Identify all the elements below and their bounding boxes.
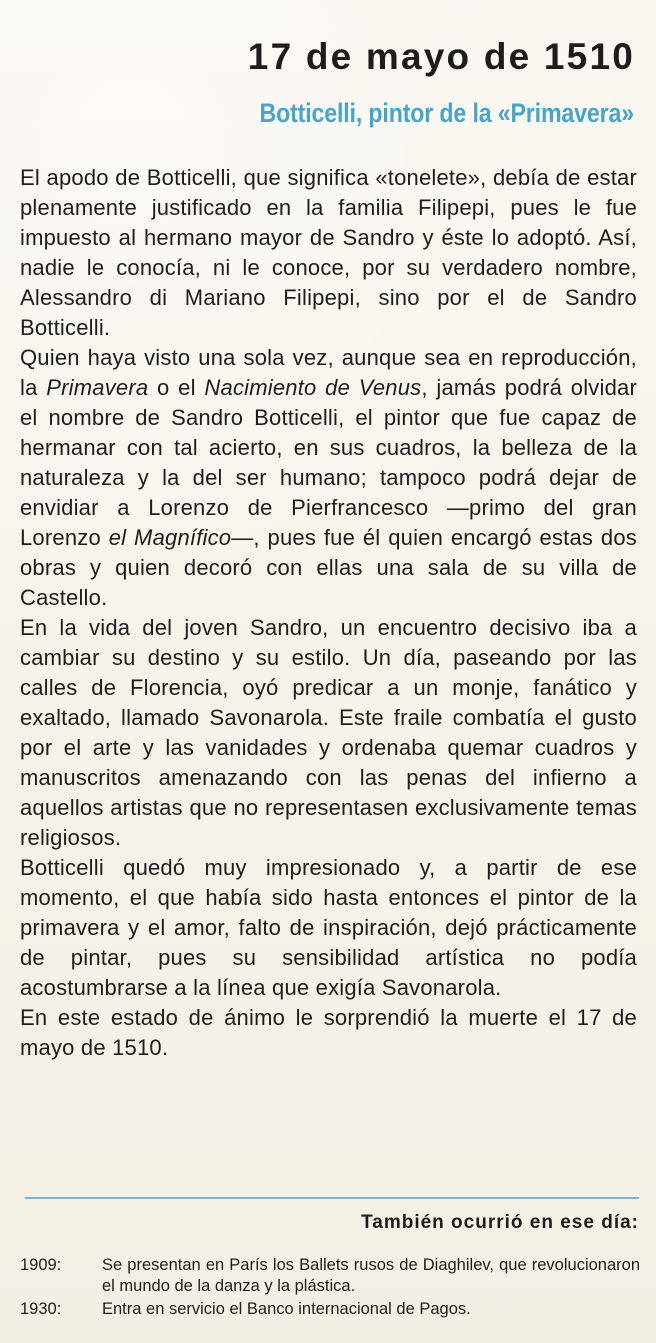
work-title-primavera: Primavera [46,375,149,400]
work-title-nacimiento: Nacimiento de Venus [204,375,422,400]
article-body [20,163,637,1063]
article-subtitle: Botticelli, pintor de la «Primavera» [259,98,634,128]
paragraph-4: Botticelli quedó muy impresionado y, a partir de ese momento, el que había sido hasta entonces el pintor de la primavera y el amor, falto de inspiración, dejó prácticamente de pintar, pues su sensibilidad artística no podía acostumbrarse a la línea que exigía Savonarola. [20,855,637,1000]
epithet-magnifico: el Magnífico [108,525,232,550]
section-divider [25,1197,639,1199]
list-item [20,1255,640,1297]
paragraph-2 [20,343,637,613]
events-list [20,1255,640,1322]
paragraph-5: En este estado de ánimo le sorprendió la muerte el 17 de mayo de 1510. [20,1005,637,1060]
list-item [20,1299,640,1320]
paragraph-1: El apodo de Botticelli, que significa «tonelete», debía de estar plenamente justificado en la familia Filipepi, pues le fue impuesto al hermano mayor de Sandro y éste lo adoptó. Así, nadie le conocía, ni le conoce, por su verdadero nombre, Alessandro di Mariano Filipepi, sino por el de Sandro Botticelli. [20,165,637,340]
event-year: 1909: [20,1256,62,1274]
paragraph-2-text-e: , jamás podrá olvidar el nombre de Sandro Botticelli, el pintor que fue capaz de hermanar con tal acierto, en sus cuadros, la belleza de la naturaleza y la del ser humano; tampoco podrá dejar de envidiar a Lorenzo de Pierfrancesco —primo del gran Lorenzo [20,375,637,550]
page-title: 17 de mayo de 1510 [247,36,635,77]
paragraph-2-text-a: Quien haya visto una sola vez, aunque sea en reproducción, la [20,345,637,400]
event-text: Se presentan en París los Ballets rusos de Diaghilev, que revolucionaron el mundo de la danza y la plástica. [102,1256,640,1295]
paragraph-3: En la vida del joven Sandro, un encuentro decisivo iba a cambiar su destino y su estilo. Un día, paseando por las calles de Florencia, oyó predicar a un monje, fanático y exaltado, llamado Savonarola. Este fraile combatía el gusto por el arte y las vanidades y ordenaba quemar cuadros y manuscritos amenazando con las penas del infierno a aquellos artistas que no representasen exclusivamente temas religiosos. [20,615,637,850]
paragraph-2-text-c: o el [148,375,205,400]
event-text: Entra en servicio el Banco internacional de Pagos. [102,1300,471,1318]
event-year: 1930: [20,1300,62,1318]
paragraph-2-text-g: —, pues fue él quien encargó estas dos obras y quien decoró con ellas una sala de su villa de Castello. [20,525,638,610]
also-heading: También ocurrió en ese día: [361,1212,639,1233]
